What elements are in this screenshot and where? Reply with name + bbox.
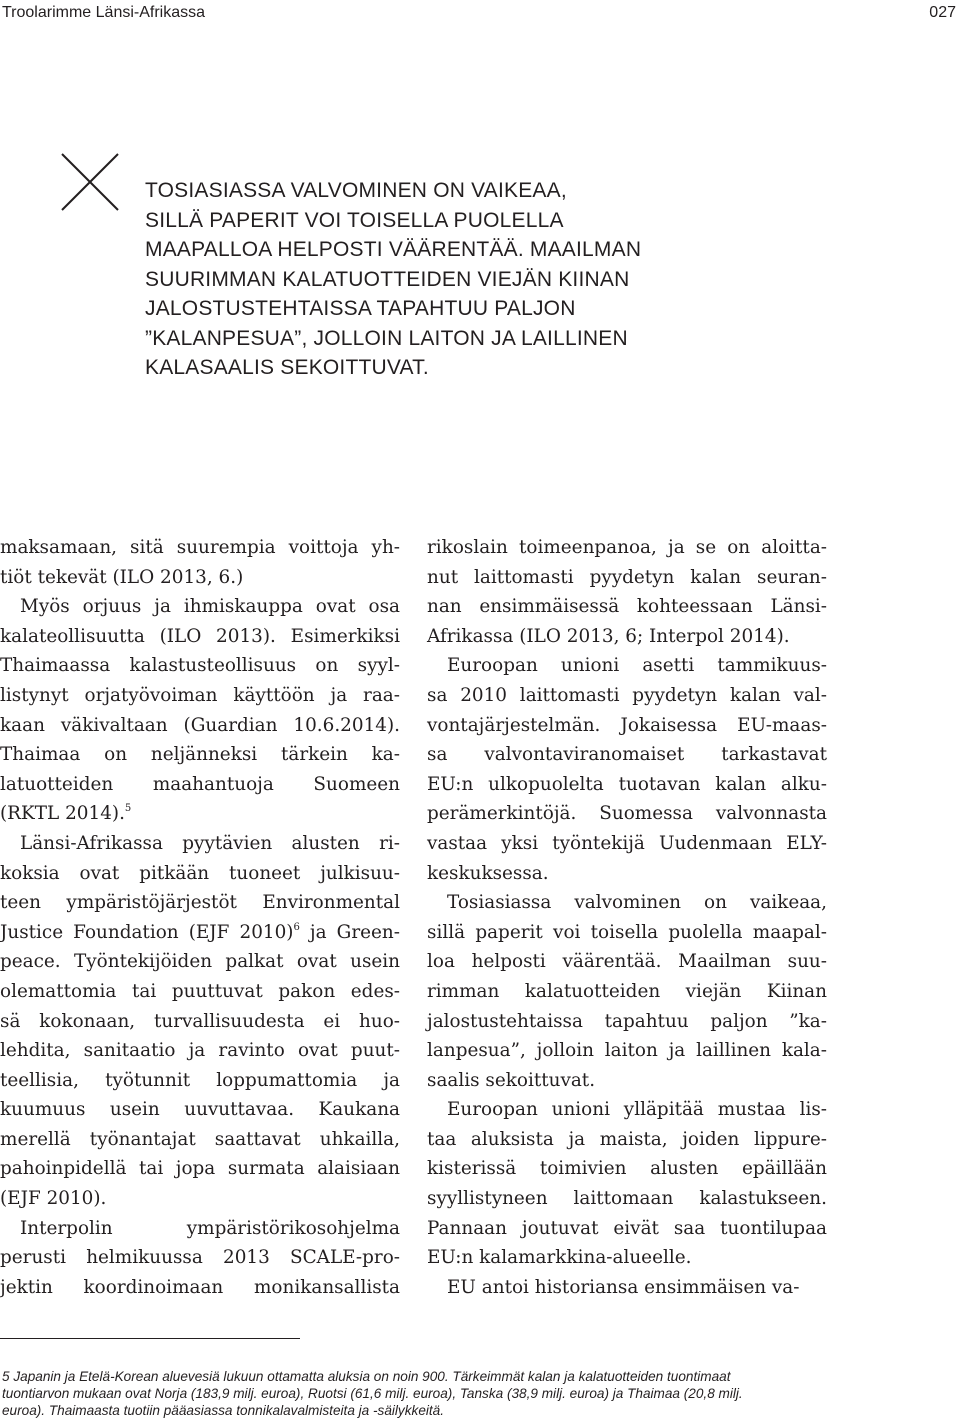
footnote-line: euroa). Thaimaasta tuotiin pääasiassa tonnikalavalmisteita ja -säilykkeitä. [2,1403,445,1418]
text-line: listynyt orjatyövoiman käyttöön ja raa- [0,684,400,706]
pull-quote-line: SUURIMMAN KALATUOTTEIDEN VIEJÄN KIINAN [145,267,630,291]
footnote [2,1368,882,1419]
text-line: maksamaan, sitä suurempia voittoja yh- [0,537,400,558]
pull-quote-line: TOSIASIASSA VALVOMINEN ON VAIKEAA, [145,179,567,202]
text-line [0,799,400,829]
text-fragment: ja Green- [299,921,400,943]
text-line: sillä paperit voi toisella puolella maapal- [427,921,827,943]
text-line: peace. Työntekijöiden palkat ovat usein [0,951,400,973]
text-line: keskuksessa. [427,862,549,884]
footnote-line: 5 Japanin ja Etelä-Korean aluevesiä lukuun ottamatta aluksia on noin 900. Tärkeimmät kalan ja kalatuotteiden tuontimaat [2,1369,731,1384]
text-line: jektin koordinoimaan monikansallista [0,1276,400,1298]
text-line: sä kokonaan, turvallisuudesta ei huo- [0,1010,400,1032]
text-line: latuotteiden maahantuoja Suomeen [0,773,400,795]
text-line: lanpesua”, jolloin laiton ja laillinen kala- [427,1040,827,1062]
right-column [427,533,827,1302]
footnote-divider [0,1338,300,1339]
text-line: Myös orjuus ja ihmiskauppa ovat osa [20,596,400,618]
text-line: perämerkintöjä. Suomessa valvonnasta [427,803,827,825]
text-line: Euroopan unioni ylläpitää mustaa lis- [447,1099,827,1121]
footnote-ref: 5 [124,803,132,815]
text-line: kuumuus usein uuvuttavaa. Kaukana [0,1099,400,1121]
text-line: rimman kalatuotteiden viejän Kiinan [427,980,827,1002]
pull-quote-line: SILLÄ PAPERIT VOI TOISELLA PUOLELLA [145,208,564,232]
text-line: teen ympäristöjärjestöt Environmental [0,892,400,914]
x-cross-icon [60,152,120,212]
pull-quote-line: ”KALANPESUA”, JOLLOIN LAITON JA LAILLINEN [145,326,628,350]
text-line: pahoinpidellä tai jopa surmata alaisiaan [0,1158,400,1180]
text-line: koksia ovat pitkään tuoneet julkisuu- [0,862,400,884]
text-line: rikoslain toimeenpanoa, ja se on aloitta- [427,537,827,558]
text-line: sa 2010 laittomasti pyydetyn kalan val- [427,684,827,706]
text-line: loa helposti väärentää. Maailman suu- [427,951,827,973]
footnote-ref: 6 [293,921,300,933]
pull-quote [145,176,845,383]
text-line: EU:n ulkopuolelta tuotavan kalan alku- [427,773,827,795]
text-line: tiöt tekevät (ILO 2013, 6.) [0,566,244,588]
text-line: nan ensimmäisessä kohteessaan Länsi- [427,596,827,618]
pull-quote-line: KALASAALIS SEKOITTUVAT. [145,356,429,379]
text-line: syyllistyneen laittomaan kalastukseen. [427,1188,827,1210]
footnote-line: tuontiarvon mukaan ovat Norja (183,9 milj. euroa), Ruotsi (61,6 milj. euroa), Tanska (38,9 milj. euroa) ja Thaimaa (20,8 milj. [2,1386,743,1401]
text-line: vastaa yksi työntekijä Uudenmaan ELY- [427,832,827,854]
text-line: olemattomia tai puuttuvat pakon edes- [0,980,400,1002]
text-line: EU antoi historiansa ensimmäisen va- [447,1276,800,1298]
text-line: saalis sekoittuvat. [427,1069,596,1091]
text-line: Tosiasiassa valvominen on vaikeaa, [447,892,827,914]
text-line [0,918,400,948]
text-line: taa aluksista ja maista, joiden lippure- [427,1128,827,1150]
page-number: 027 [929,4,956,21]
text-line: Länsi-Afrikassa pyytävien alusten ri- [20,832,400,854]
running-title: Troolarimme Länsi-Afrikassa [2,4,206,21]
pull-quote-line: JALOSTUSTEHTAISSA TAPAHTUU PALJON [145,297,576,320]
text-line: lehdita, sanitaatio ja ravinto ovat puut- [0,1040,400,1062]
text-line: nut laittomasti pyydetyn kalan seuran- [427,566,827,588]
text-line: kisterissä toimivien alusten epäillään [427,1158,827,1180]
text-line: Thaimaassa kalastusteollisuus on syyl- [0,655,400,677]
text-line: jalostustehtaissa tapahtuu paljon ”ka- [427,1010,827,1032]
text-fragment: Justice Foundation (EJF 2010) [0,921,294,943]
page-header [0,0,960,30]
text-line: EU:n kalamarkkina-alueelle. [427,1247,692,1269]
text-fragment: (RKTL 2014). [0,803,125,825]
pull-quote-line: MAAPALLOA HELPOSTI VÄÄRENTÄÄ. MAAILMAN [145,238,642,261]
text-line: teellisia, työtunnit loppumattomia ja [0,1069,400,1091]
text-line: kaan väkivaltaan (Guardian 10.6.2014). [0,714,400,736]
text-line: perusti helmikuussa 2013 SCALE-pro- [0,1247,400,1269]
text-line: sa valvontaviranomaiset tarkastavat [427,744,827,766]
text-line: Euroopan unioni asetti tammikuus- [447,655,827,677]
left-column [0,533,400,1302]
text-line: Interpolin ympäristörikosohjelma [20,1217,400,1239]
text-line: (EJF 2010). [0,1188,107,1210]
text-line: vontajärjestelmän. Jokaisessa EU-maas- [427,714,827,736]
text-line: Thaimaa on neljänneksi tärkein ka- [0,744,400,766]
text-line: merellä työnantajat saattavat uhkailla, [0,1128,400,1150]
text-line: Afrikassa (ILO 2013, 6; Interpol 2014). [427,625,790,647]
text-line: Pannaan joutuvat eivät saa tuontilupaa [427,1217,827,1239]
text-line: kalateollisuutta (ILO 2013). Esimerkiksi [0,625,400,647]
